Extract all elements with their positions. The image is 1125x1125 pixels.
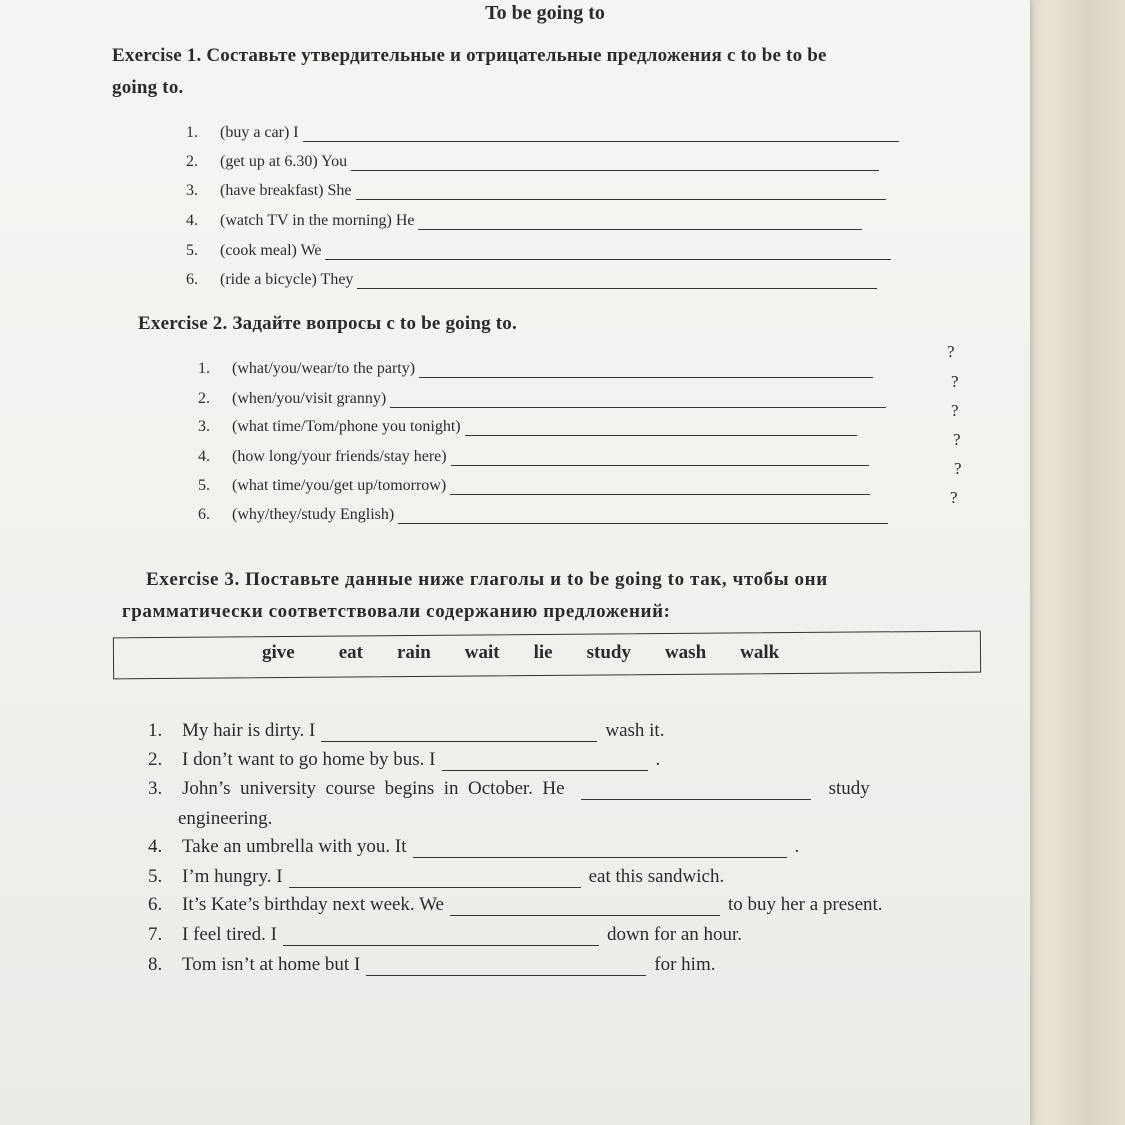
verb-word: wash [664, 642, 707, 663]
item-prompt: (ride a bicycle) They [220, 271, 354, 288]
item-number: 6. [148, 894, 163, 915]
exercise3-item [148, 776, 870, 800]
item-number: 4. [186, 212, 198, 229]
exercise2-item [198, 442, 869, 466]
answer-blank[interactable] [442, 752, 648, 771]
item-number: 4. [148, 836, 163, 857]
item-number: 3. [198, 418, 210, 435]
exercise1-item [186, 236, 891, 260]
question-mark: ? [953, 430, 961, 449]
item-number: 3. [186, 182, 198, 199]
exercise2-item [198, 354, 873, 378]
page-title: To be going to [485, 2, 605, 24]
exercise3-heading-line2: грамматически соответствовали содержанию предложений: [122, 601, 671, 622]
item-prompt: (when/you/visit granny) [232, 390, 387, 407]
exercise3-item [148, 864, 724, 888]
item-number: 5. [148, 866, 163, 887]
item-number: 1. [186, 124, 198, 141]
answer-blank[interactable] [303, 123, 899, 142]
item-prompt: (what time/Tom/phone you tonight) [232, 418, 461, 435]
question-mark: ? [954, 459, 962, 478]
verb-word: lie [533, 642, 553, 663]
verb-word: walk [740, 642, 780, 663]
question-mark: ? [951, 372, 959, 391]
item-ending: for him. [654, 954, 716, 975]
answer-blank[interactable] [418, 211, 862, 230]
item-number: 5. [186, 242, 198, 259]
question-mark: ? [951, 401, 959, 420]
answer-blank[interactable] [321, 723, 597, 742]
answer-blank[interactable] [390, 389, 886, 408]
item-prompt: (what/you/wear/to the party) [232, 360, 416, 377]
exercise1-heading-line2: going to. [112, 77, 184, 98]
item-ending: . [655, 749, 661, 770]
answer-blank[interactable] [450, 476, 870, 495]
item-number: 1. [198, 360, 210, 377]
item-number: 6. [198, 506, 210, 523]
item-prompt: It’s Kate’s birthday next week. We [182, 894, 444, 915]
exercise3-item [148, 834, 799, 858]
item-prompt: (cook meal) We [220, 242, 322, 259]
answer-blank[interactable] [356, 181, 886, 200]
exercise2-item [198, 471, 870, 495]
item-prompt: John’s university course begins in October. He [182, 778, 565, 799]
answer-blank[interactable] [357, 270, 877, 289]
exercise1-item [186, 147, 879, 171]
item-prompt: I’m hungry. I [182, 866, 283, 887]
exercise2-item [198, 384, 886, 408]
exercise3-item [148, 747, 660, 771]
exercise1-item [186, 118, 899, 142]
verb-word: rain [396, 642, 431, 663]
verb-word: wait [464, 642, 500, 663]
exercise1-item [186, 265, 877, 289]
answer-blank[interactable] [413, 839, 787, 858]
item-ending: . [794, 836, 800, 857]
item-ending: study [828, 778, 870, 799]
question-mark: ? [950, 488, 958, 507]
item-prompt: (watch TV in the morning) He [220, 212, 415, 229]
exercise2-heading: Exercise 2. Задайте вопросы с to be going to. [138, 313, 517, 334]
answer-blank[interactable] [283, 927, 599, 946]
item-number: 3. [148, 778, 163, 799]
exercise3-item [148, 718, 664, 742]
item-prompt: Take an umbrella with you. It [182, 836, 407, 857]
exercise2-item [198, 412, 857, 436]
answer-blank[interactable] [451, 447, 869, 466]
item-number: 2. [186, 153, 198, 170]
item-ending: eat this sandwich. [588, 866, 725, 887]
item-prompt: My hair is dirty. I [182, 720, 316, 741]
verb-word: give [262, 642, 295, 663]
item-prompt: Tom isn’t at home but I [182, 954, 361, 975]
item-number: 2. [198, 390, 210, 407]
verb-word: eat [338, 642, 363, 663]
question-mark: ? [947, 342, 955, 361]
exercise3-heading [122, 564, 972, 628]
item-prompt: (why/they/study English) [232, 506, 395, 523]
exercise1-item [186, 206, 862, 230]
answer-blank[interactable] [325, 241, 891, 260]
item-ending: to buy her a present. [727, 894, 883, 915]
item-ending: wash it. [605, 720, 665, 741]
answer-blank[interactable] [419, 359, 873, 378]
exercise3-heading-line1: Exercise 3. Поставьте данные ниже глаголы и to be going to так, чтобы они [146, 569, 828, 590]
item-number: 1. [148, 720, 163, 741]
answer-blank[interactable] [289, 869, 581, 888]
answer-blank[interactable] [465, 417, 857, 436]
exercise3-item-continuation: engineering. [178, 808, 273, 829]
answer-blank[interactable] [351, 152, 879, 171]
answer-blank[interactable] [581, 781, 811, 800]
exercise3-item [148, 952, 716, 976]
item-number: 5. [198, 477, 210, 494]
exercise3-item [148, 922, 742, 946]
item-prompt: I feel tired. I [182, 924, 277, 945]
item-number: 4. [198, 448, 210, 465]
exercise1-heading-line1: Exercise 1. Составьте утвердительные и отрицательные предложения с to be to be [112, 45, 827, 66]
answer-blank[interactable] [366, 957, 646, 976]
verb-list [262, 642, 779, 664]
item-ending: down for an hour. [606, 924, 743, 945]
item-number: 8. [148, 954, 163, 975]
exercise3-item [148, 892, 883, 916]
exercise2-item [198, 500, 888, 524]
verb-word: study [586, 642, 631, 663]
item-prompt: (get up at 6.30) You [220, 153, 348, 170]
item-number: 6. [186, 271, 198, 288]
item-prompt: (buy a car) I [220, 124, 299, 141]
exercise1-item [186, 176, 886, 200]
item-number: 7. [148, 924, 163, 945]
item-prompt: I don’t want to go home by bus. I [182, 749, 436, 770]
exercise1-heading [112, 40, 972, 104]
item-prompt: (have breakfast) She [220, 182, 352, 199]
item-prompt: (how long/your friends/stay here) [232, 448, 447, 465]
item-prompt: (what time/you/get up/tomorrow) [232, 477, 447, 494]
item-number: 2. [148, 749, 163, 770]
answer-blank[interactable] [398, 505, 888, 524]
answer-blank[interactable] [450, 897, 720, 916]
